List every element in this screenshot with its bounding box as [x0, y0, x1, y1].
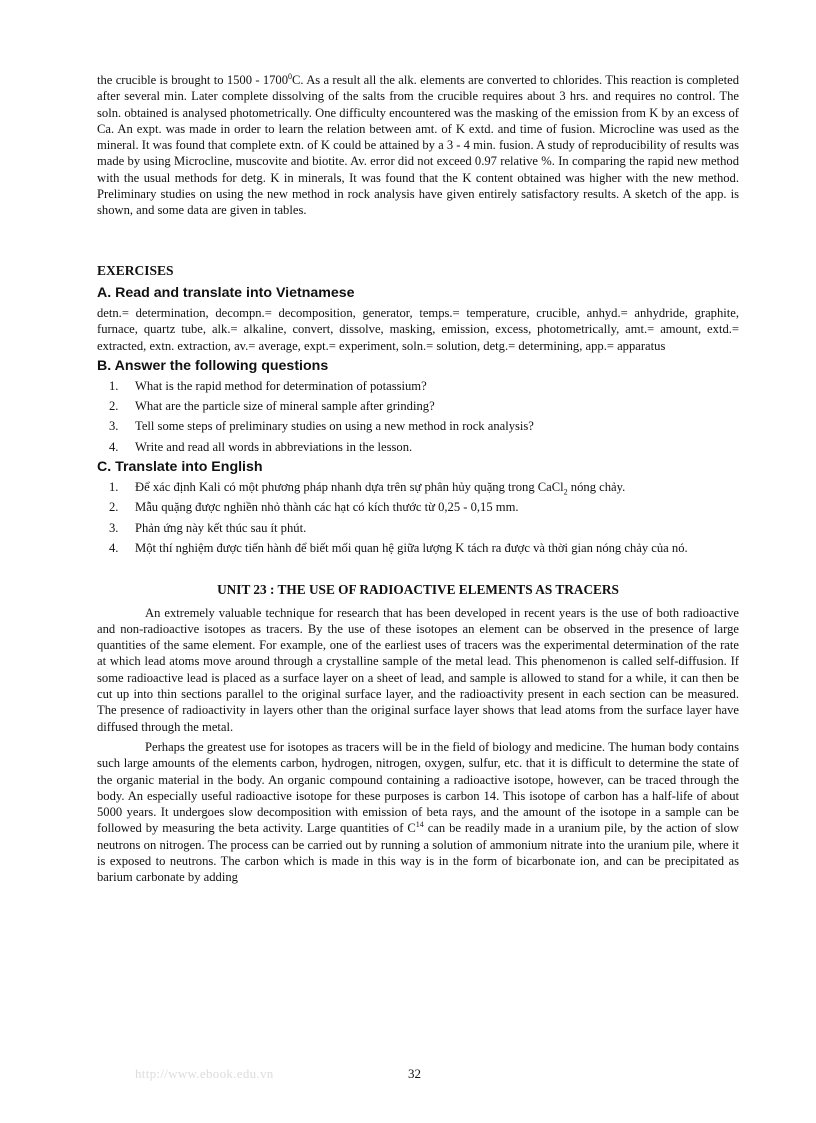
- list-item: 4. Write and read all words in abbreviations in the lesson.: [109, 439, 413, 454]
- unit-paragraph-1: An extremely valuable technique for research that has been developed in recent years is the use of both radioactive and non-radioactive isotopes as tracers. By the use of these isotopes an element can be observed in the presence of large quantities of the same element. For example, one of the earliest uses of tracers was the experimental determination of the rate at which lead atoms move around through a crystalline sample of the metal lead. This phenomenon is called self-diffusion. If some radioactive lead is placed as a surface layer on a sheet of lead, and sample is allowed to stand for a while, it can then be cut up into thin sections parallel to the original surface layer, and the radioactivity present in each section can be measured. The presence of radioactivity in layers other than the original surface layer shows that lead atoms from the surface layer have diffused through the metal.: [97, 605, 739, 734]
- footer-url: http://www.ebook.edu.vn: [135, 1066, 274, 1081]
- list-item: 1. What is the rapid method for determination of potassium?: [109, 378, 427, 393]
- page-number: 32: [408, 1066, 421, 1081]
- section-b-questions: [97, 378, 739, 455]
- page-body: [97, 72, 739, 886]
- list-item: 3. Phản ứng này kết thúc sau ít phút.: [109, 520, 307, 535]
- subscript-2: 2: [563, 487, 568, 497]
- exercises-heading: EXERCISES: [97, 262, 174, 278]
- list-item: 2. Mẫu quặng được nghiền nhỏ thành các hạt có kích thước từ 0,25 - 0,15 mm.: [109, 500, 519, 515]
- list-item: 1. Để xác định Kali có một phương pháp nhanh dựa trên sự phân hủy quặng trong CaCl$_2$ nóng chảy.: [109, 480, 626, 497]
- isotope-superscript: 14: [415, 820, 424, 830]
- section-a-vocabulary: detn.= determination, decompn.= decomposition, generator, temps.= temperature, crucible, anhyd.= anhydride, graphite, furnace, quartz tube, alk.= alkaline, convert, dissolve, masking, emission, excess, photometrically, amt.= amount, extd.= extracted, extn. extraction, av.= average, expt.= experiment, soln.= solution, detg.= determining, app.= apparatus: [97, 305, 739, 353]
- section-a-heading: A. Read and translate into Vietnamese: [97, 284, 355, 301]
- intro-text-1: the crucible is brought to 1500 - 1700: [97, 73, 289, 87]
- list-item: 4. Một thí nghiệm được tiến hành để biết mối quan hệ giữa lượng K tách ra được và thời gian nóng chảy của nó.: [109, 540, 688, 555]
- section-c-sentences: [97, 479, 739, 556]
- unit-title: UNIT 23 : THE USE OF RADIOACTIVE ELEMENTS AS TRACERS: [217, 582, 619, 598]
- list-item: 3. Tell some steps of preliminary studies on using a new method in rock analysis?: [109, 419, 534, 434]
- section-b-heading: B. Answer the following questions: [97, 357, 329, 374]
- degree-superscript: 0: [288, 71, 293, 81]
- intro-paragraph: [97, 72, 739, 219]
- intro-text-2: C. As a result all the alk. elements are converted to chlorides. This reaction is completed after several min. Later complete dissolving of the salts from the crucible requires about 3 hrs. and requires no control. The soln. obtained is analysed photometrically. One difficulty encountered was the masking of the emission from K by an excess of Ca. An expt. was made in order to learn the relation between amt. of K extd. and time of fusion. Microcline was used as the mineral. It was found that complete extn. of K could be attained by a 3 - 4 min. fusion. A study of reproducibility of results was made by using Microcline, muscovite and biotite. Av. error did not exceed 0.97 relative %. In comparing the rapid new method with the usual methods for detg. K in minerals, It was found that the K content obtained was higher with the new method. Preliminary studies on using the new method in rock analysis have given entirely satisfactory results. A sketch of the app. is shown, and some data are given in tables.: [97, 73, 739, 218]
- unit-paragraph-2: Perhaps the greatest use for isotopes as tracers will be in the field of biology and medicine. The human body contains such large amounts of the elements carbon, hydrogen, nitrogen, oxygen, sulfur, etc. that it is difficult to determine the state of the organic material in the body. An organic compound containing a radioactive isotope, however, can be traced through the body. An especially useful radioactive isotope for these purposes is carbon 14. This isotope of carbon has a half-life of about 5000 years. It undergoes slow decomposition with emission of beta rays, and the amount of the isotope in a sample can be followed by measuring the beta activity. Large quantities of $C^{14}$ can be readily made in a uranium pile, by the action of slow neutrons on nitrogen. The process can be carried out by running a solution of ammonium nitrate into the uranium pile, where it is exposed to neutrons. The carbon which is made in this way is in the form of bicarbonate ion, and can be precipitated as barium carbonate by adding: [97, 739, 740, 885]
- section-c-heading: C. Translate into English: [97, 459, 263, 476]
- list-item: 2. What are the particle size of mineral sample after grinding?: [109, 399, 435, 414]
